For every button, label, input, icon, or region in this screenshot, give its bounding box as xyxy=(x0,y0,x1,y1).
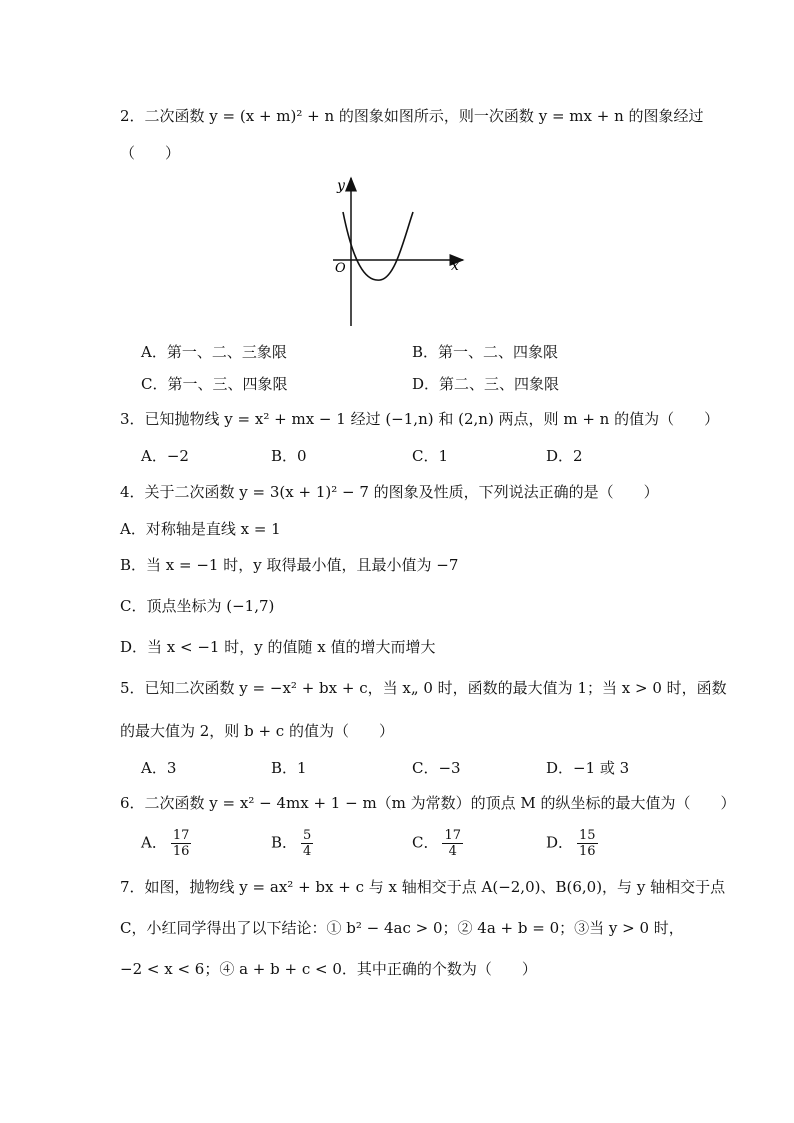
parabola-curve xyxy=(343,212,413,280)
option-letter: D． xyxy=(546,833,574,852)
denominator: 16 xyxy=(579,844,596,859)
q3-option-d: D．2 xyxy=(546,447,583,465)
q5-option-d: D．−1 或 3 xyxy=(546,759,630,777)
q4-stem: 4．关于二次函数 y = 3(x + 1)² − 7 的图象及性质，下列说法正确的是（ ） xyxy=(120,483,659,501)
numerator: 17 xyxy=(444,828,462,843)
q4-option-b: B．当 x = −1 时，y 取得最小值，且最小值为 −7 xyxy=(120,556,459,574)
q2-option-a: A．第一、二、三象限 xyxy=(141,343,287,361)
q7-stem-line3: −2 < x < 6；④ a + b + c < 0．其中正确的个数为（ ） xyxy=(120,960,537,978)
q6-option-a xyxy=(141,828,191,859)
denominator: 16 xyxy=(172,844,190,859)
q3-stem: 3．已知抛物线 y = x² + mx − 1 经过 (−1,n) 和 (2,n) 两点，则 m + n 的值为（ ） xyxy=(120,410,720,428)
x-axis-label: x xyxy=(451,258,459,274)
denominator: 4 xyxy=(303,844,312,859)
q5-option-c: C．−3 xyxy=(412,759,461,777)
denominator: 4 xyxy=(448,844,457,859)
q6-stem: 6．二次函数 y = x² − 4mx + 1 − m（m 为常数）的顶点 M 的纵坐标的最大值为（ ） xyxy=(120,794,736,812)
origin-label: O xyxy=(335,261,346,276)
q2-option-c: C．第一、三、四象限 xyxy=(141,375,288,393)
q4-option-a: A．对称轴是直线 x = 1 xyxy=(120,520,281,538)
y-axis-label: y xyxy=(337,178,345,194)
q2-parabola-graph xyxy=(325,172,470,330)
q5-option-a: A．3 xyxy=(141,759,177,777)
q2-option-d: D．第二、三、四象限 xyxy=(412,375,560,393)
fraction xyxy=(442,828,463,859)
q5-stem-line1: 5．已知二次函数 y = −x² + bx + c，当 x„ 0 时，函数的最大值为 1；当 x > 0 时，函数 xyxy=(120,679,727,697)
q2-stem-line1: 2．二次函数 y = (x + m)² + n 的图象如图所示，则一次函数 y = mx + n 的图象经过 xyxy=(120,107,704,125)
numerator: 5 xyxy=(303,828,312,843)
q5-stem-line2: 的最大值为 2，则 b + c 的值为（ ） xyxy=(120,722,394,740)
q3-option-c: C．1 xyxy=(412,447,449,465)
q4-option-c: C．顶点坐标为 (−1,7) xyxy=(120,597,275,615)
q6-option-b xyxy=(271,828,313,859)
option-letter: B． xyxy=(271,833,298,852)
q7-stem-line1: 7．如图，抛物线 y = ax² + bx + c 与 x 轴相交于点 A(−2,0)、B(6,0)，与 y 轴相交于点 xyxy=(120,878,726,896)
option-letter: C． xyxy=(412,833,439,852)
fraction xyxy=(171,828,192,859)
q6-option-d xyxy=(546,828,598,859)
q7-stem-line2: C，小红同学得出了以下结论：① b² − 4ac > 0；② 4a + b = 0；③当 y > 0 时， xyxy=(120,919,684,937)
fraction xyxy=(577,828,598,859)
fraction xyxy=(301,828,313,859)
q4-option-d: D．当 x < −1 时，y 的值随 x 值的增大而增大 xyxy=(120,638,436,656)
q2-option-b: B．第一、二、四象限 xyxy=(412,343,559,361)
q5-option-b: B．1 xyxy=(271,759,307,777)
option-letter: A． xyxy=(141,833,167,852)
q6-option-c xyxy=(412,828,463,859)
q3-option-a: A．−2 xyxy=(141,447,189,465)
numerator: 17 xyxy=(172,828,190,843)
q2-answer-bracket: （ ） xyxy=(120,144,181,162)
numerator: 15 xyxy=(579,828,596,843)
q3-option-b: B．0 xyxy=(271,447,307,465)
